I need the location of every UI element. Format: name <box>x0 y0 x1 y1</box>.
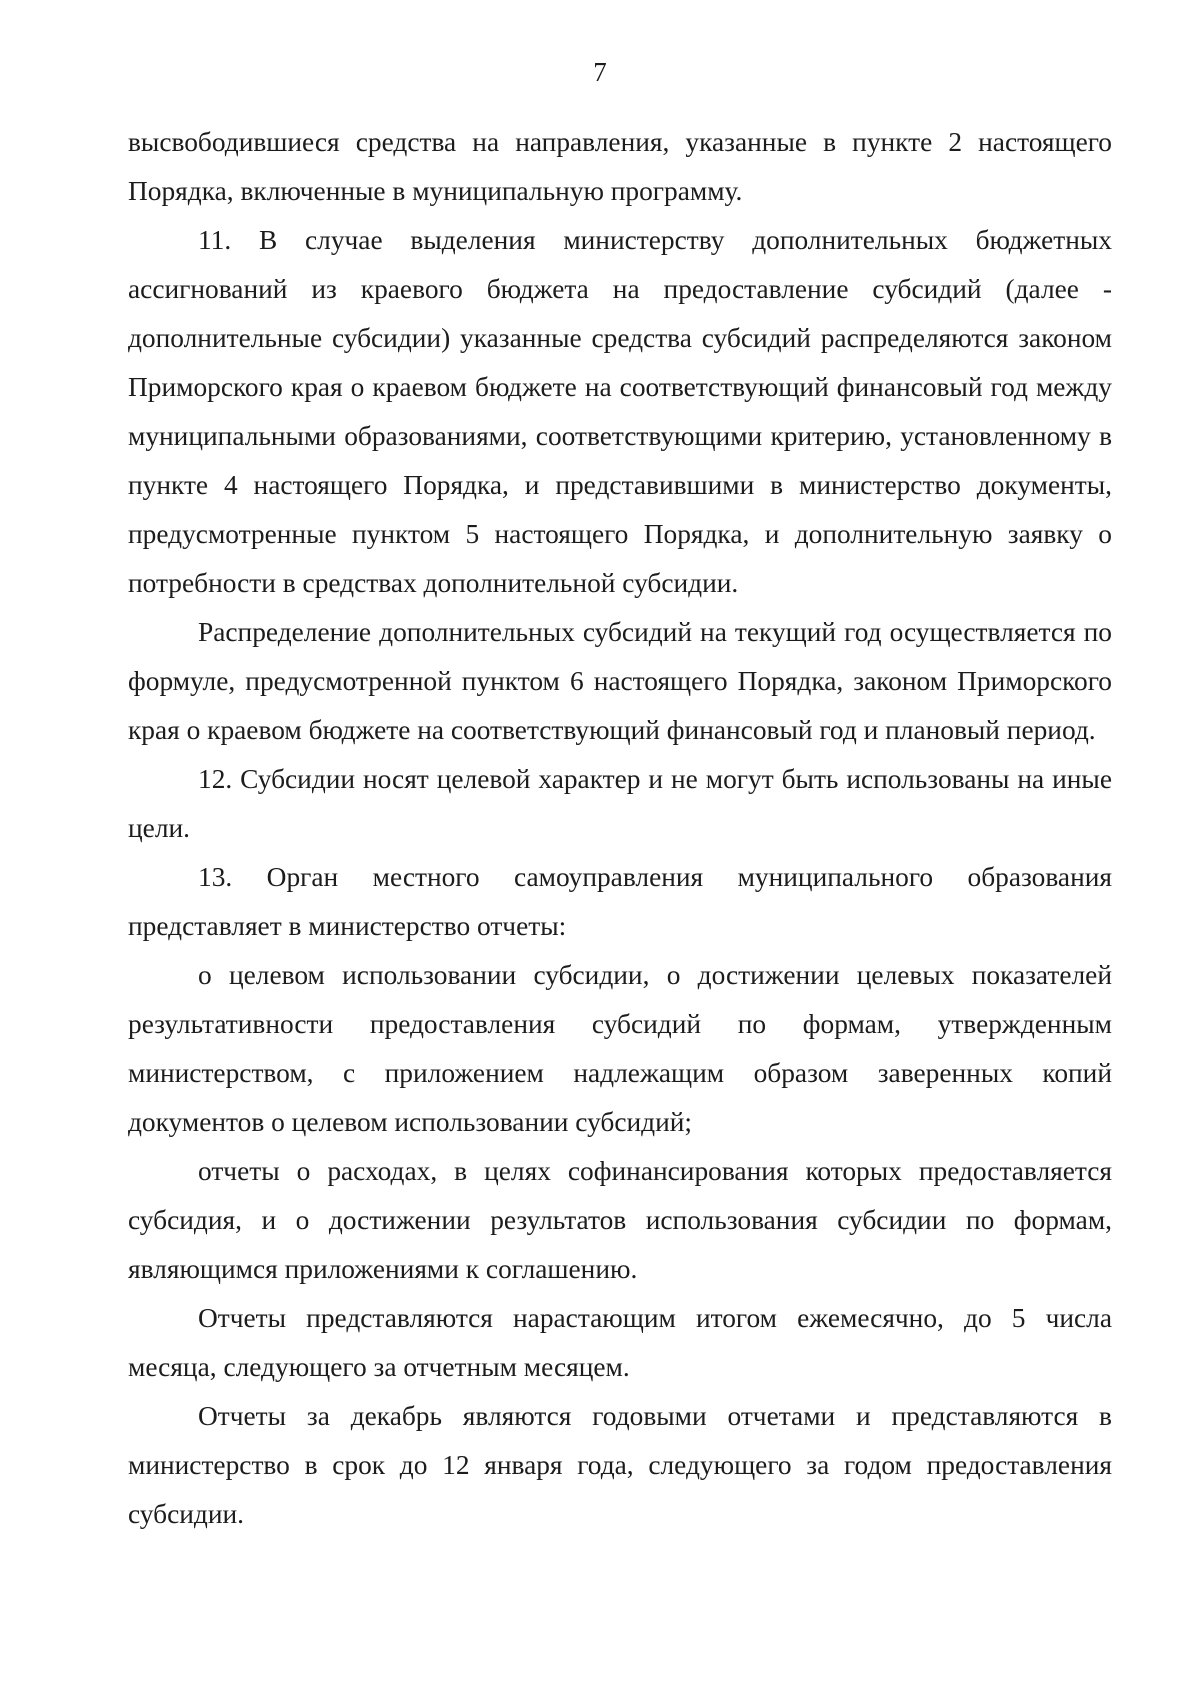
paragraph-report-monthly: Отчеты представляются нарастающим итогом ежемесячно, до 5 числа месяца, следующего за отчетным месяцем. <box>128 1303 1112 1382</box>
paragraph-clause-13: 13. Орган местного самоуправления муниципального образования представляет в министерство отчеты: <box>128 862 1112 941</box>
paragraph-clause-11: 11. В случае выделения министерству дополнительных бюджетных ассигнований из краевого бюджета на предоставление субсидий (далее - дополнительные субсидии) указанные средства субсидий распределяются законом Приморского края о краевом бюджете на соответствующий финансовый год между муниципальными образованиями, соответствующими критерию, установленному в пункте 4 настоящего Порядка, и представившими в министерство документы, предусмотренные пунктом 5 настоящего Порядка, и дополнительную заявку о потребности в средствах дополнительной субсидии. <box>128 225 1112 598</box>
page-number: 7 <box>593 57 607 87</box>
paragraph-report-december: Отчеты за декабрь являются годовыми отчетами и представляются в министерство в срок до 12 января года, следующего за годом предоставления субсидии. <box>128 1401 1112 1529</box>
paragraph-clause-12: 12. Субсидии носят целевой характер и не могут быть использованы на иные цели. <box>128 764 1112 843</box>
paragraph-distribution: Распределение дополнительных субсидий на текущий год осуществляется по формуле, предусмотренной пунктом 6 настоящего Порядка, законом Приморского края о краевом бюджете на соответствующий финансовый год и плановый период. <box>128 617 1112 745</box>
paragraph-continuation: высвободившиеся средства на направления, указанные в пункте 2 настоящего Порядка, включенные в муниципальную программу. <box>128 127 1112 206</box>
paragraph-report-target-use: о целевом использовании субсидии, о достижении целевых показателей результативности предоставления субсидий по формам, утвержденным министерством, с приложением надлежащим образом заверенных копий документов о целевом использовании субсидий; <box>128 960 1112 1137</box>
paragraph-report-expenses: отчеты о расходах, в целях софинансирования которых предоставляется субсидия, и о достижении результатов использования субсидии по формам, являющимся приложениями к соглашению. <box>128 1156 1112 1284</box>
document-body <box>128 118 1112 1539</box>
